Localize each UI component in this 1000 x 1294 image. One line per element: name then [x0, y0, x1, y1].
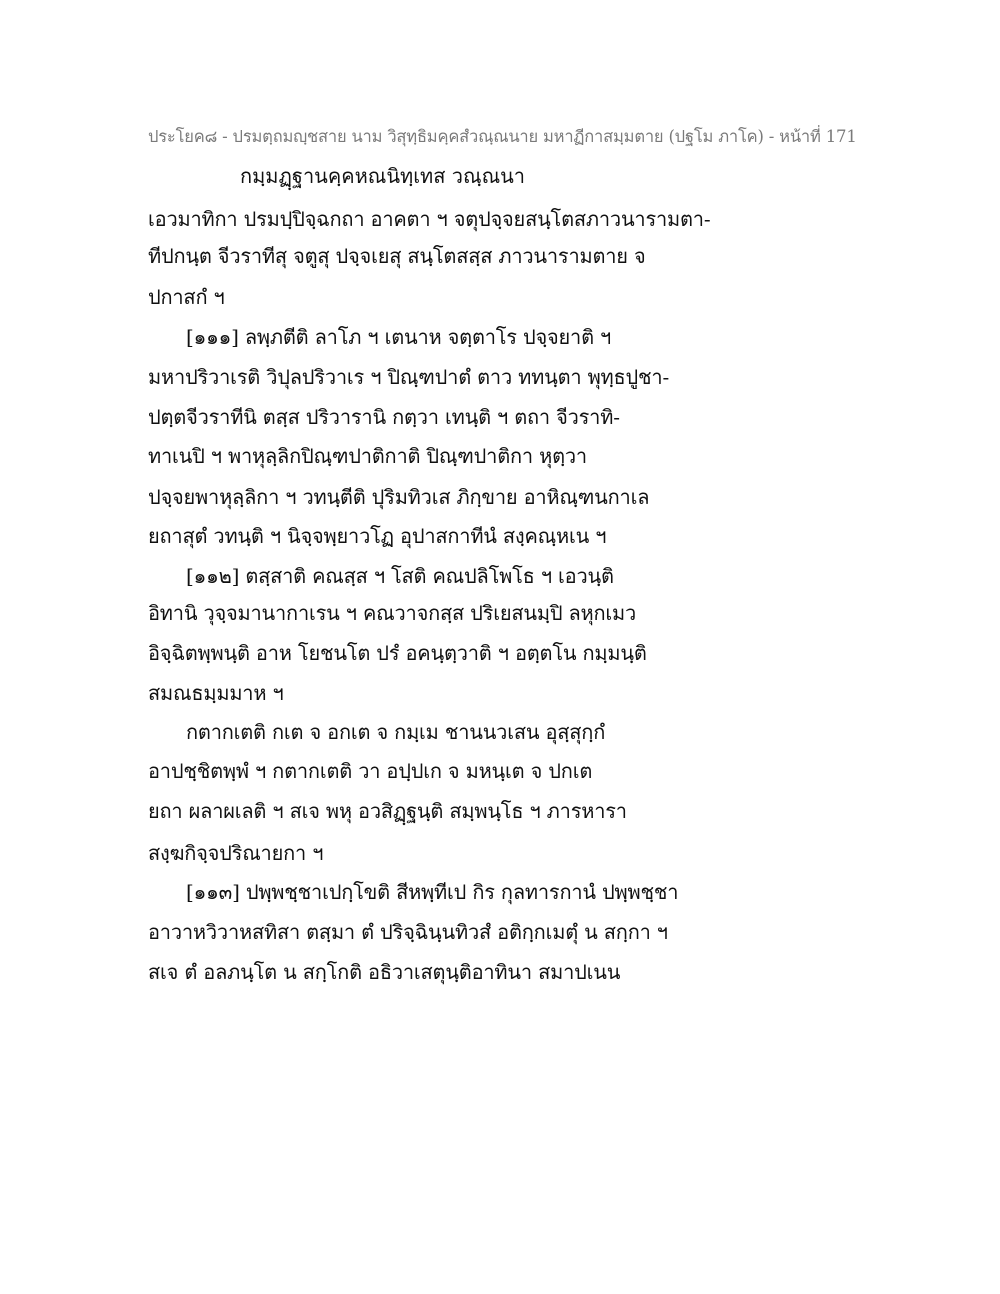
text-line: ยถาสุตํ วทนฺติ ฯ นิจฺจพฺยาวโฏ อุปาสกาทีนํ สงฺคณฺหเน ฯ [148, 524, 607, 548]
page-header: ประโยค๘ - ปรมตฺถมญฺชสาย นาม วิสุทฺธิมคฺคสํวณฺณนาย มหาฏีกาสมฺมตาย (ปฐโม ภาโค) - หน้าที่ 171 [148, 127, 857, 146]
text-line: อิทานิ วุจฺจมานากาเรน ฯ คณวาจกสฺส ปริเยสนมฺปิ ลหุกเมว [148, 601, 637, 625]
text-line: ทาเนปิ ฯ พาหุลฺลิกปิณฺฑปาติกาติ ปิณฺฑปาติกา หุตฺวา [148, 444, 587, 468]
text-line: อาปชฺชิตพฺพํ ฯ กตากเตติ วา อปฺปเก จ มหนฺเต จ ปกเต [148, 759, 593, 783]
paragraph-start: กตากเตติ กเต จ อกเต จ กมฺเม ชานนวเสน อุสฺสุกฺกํ [186, 720, 606, 744]
paragraph-112-start: [๑๑๒] ตสฺสาติ คณสฺส ฯ โสติ คณปลิโพโธ ฯ เอวนฺติ [186, 564, 614, 588]
text-line: อิจฺฉิตพฺพนฺติ อาห โยชนโต ปรํ อคนฺตฺวาติ ฯ อตฺตโน กมฺมนฺติ [148, 641, 647, 665]
paragraph-113-start: [๑๑๓] ปพฺพชฺชาเปกฺโขติ สีหพฺทีเป กิร กุลทารกานํ ปพฺพชฺชา [186, 880, 679, 904]
text-line: สมณธมฺมมาห ฯ [148, 681, 284, 705]
text-line: ทีปกนฺต จีวราทีสุ จตูสุ ปจฺจเยสุ สนฺโตสสฺส ภาวนารามตาย จ [148, 244, 646, 268]
section-title: กมฺมฏฺฐานคฺคหณนิทฺเทส วณฺณนา [240, 164, 526, 188]
text-line: สเจ ตํ อลภนฺโต น สกฺโกติ อธิวาเสตุนฺติอาทินา สมาปเนน [148, 960, 621, 984]
text-line: ปจฺจยพาหุลฺลิกา ฯ วทนฺตีติ ปุริมทิวเส ภิกฺขาย อาหิณฺฑนกาเล [148, 485, 650, 509]
text-line: เอวมาทิกา ปรมปฺปิจฺฉกถา อาคตา ฯ จตุปจฺจยสนฺโตสภาวนารามตา- [148, 207, 711, 231]
text-line: ปตฺตจีวราทีนิ ตสฺส ปริวารานิ กตฺวา เทนฺติ ฯ ตถา จีวราทิ- [148, 405, 620, 429]
text-line: ปกาสกํ ฯ [148, 285, 225, 309]
text-line: อาวาหวิวาหสทิสา ตสฺมา ตํ ปริจฺฉินฺนทิวสํ อติกฺกเมตุํ น สกฺกา ฯ [148, 920, 668, 944]
text-line: สงฺฆกิจฺจปริณายกา ฯ [148, 841, 324, 865]
text-line: มหาปริวาเรติ วิปุลปริวาเร ฯ ปิณฺฑปาตํ ตาว ททนฺตา พุทฺธปูชา- [148, 365, 670, 389]
text-line: ยถา ผลาผเลติ ฯ สเจ พหุ อวสิฏฺฐนฺติ สมฺพนฺโธ ฯ ภารหารา [148, 799, 627, 823]
paragraph-111-start: [๑๑๑] ลพฺภตีติ ลาโภ ฯ เตนาห จตฺตาโร ปจฺจยาติ ฯ [186, 325, 612, 349]
